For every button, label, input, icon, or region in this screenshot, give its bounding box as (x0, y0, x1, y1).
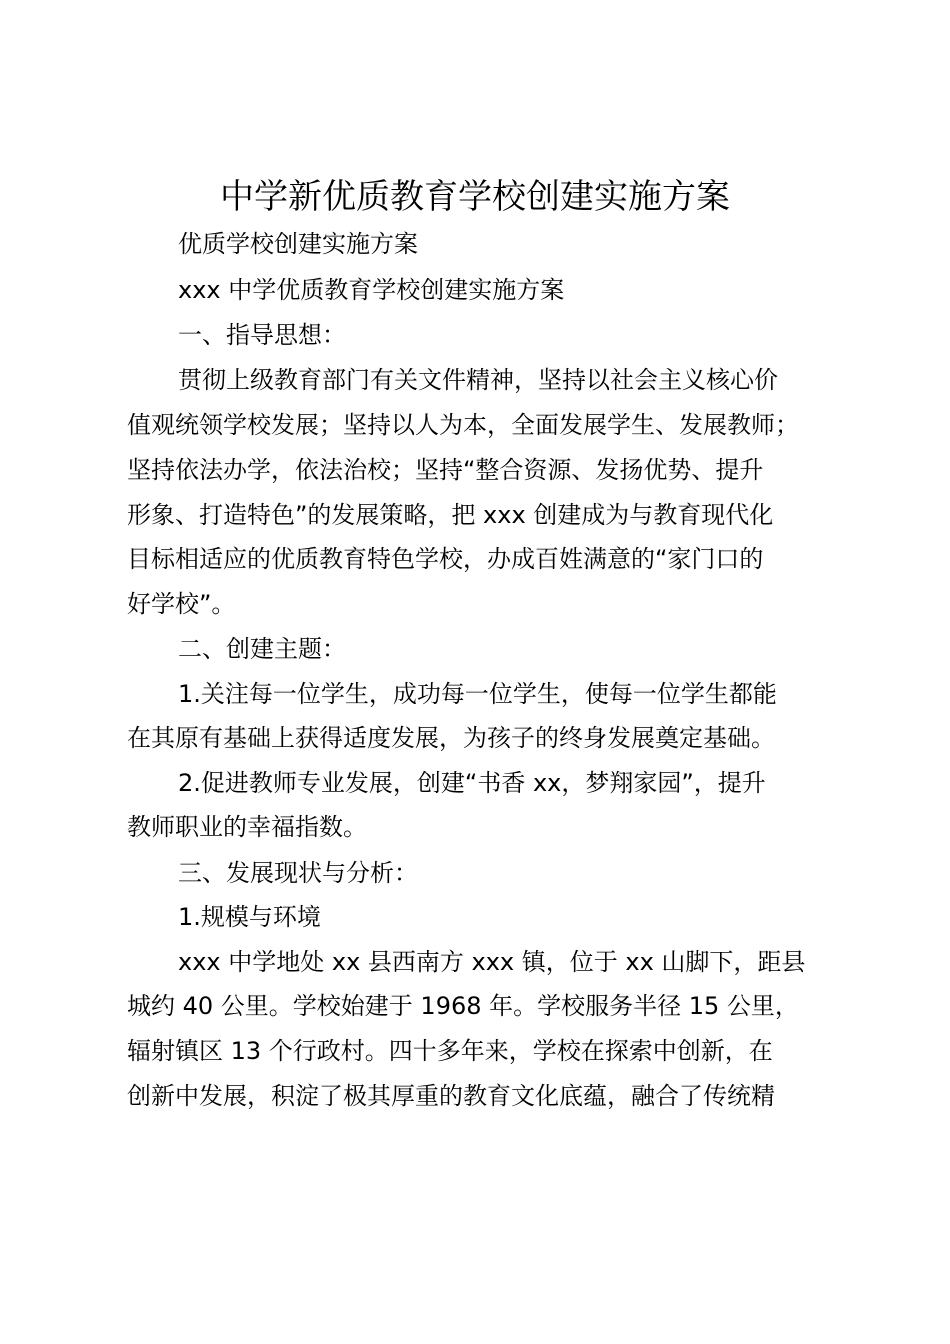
subtitle-line: xxx 中学优质教育学校创建实施方案 (178, 276, 565, 304)
paragraph-line: 目标相适应的优质教育特色学校，办成百姓满意的“家门口的 (127, 545, 764, 573)
paragraph-line: 城约 40 公里。学校始建于 1968 年。学校服务半径 15 公里， (127, 992, 799, 1020)
paragraph-line: 教师职业的幸福指数。 (127, 813, 367, 841)
section-heading: 二、创建主题： (178, 635, 346, 663)
paragraph-line: 创新中发展，积淀了极其厚重的教育文化底蕴，融合了传统精 (127, 1082, 775, 1110)
section-heading: 三、发展现状与分析： (178, 859, 418, 887)
paragraph-line: 在其原有基础上获得适度发展，为孩子的终身发展奠定基础。 (127, 724, 775, 752)
paragraph-line: 好学校”。 (127, 590, 236, 618)
document-title: 中学新优质教育学校创建实施方案 (220, 177, 730, 217)
paragraph-line: 辐射镇区 13 个行政村。四十多年来，学校在探索中创新，在 (127, 1037, 773, 1065)
subtitle-line: 优质学校创建实施方案 (178, 230, 418, 258)
paragraph-line: 贯彻上级教育部门有关文件精神，坚持以社会主义核心价 (178, 366, 778, 394)
paragraph-line: 2.促进教师专业发展，创建“书香 xx，梦翔家园”，提升 (178, 769, 766, 797)
subsection-heading: 1.规模与环境 (178, 903, 321, 931)
paragraph-line: 坚持依法办学，依法治校；坚持“整合资源、发扬优势、提升 (127, 456, 764, 484)
section-heading: 一、指导思想： (178, 321, 346, 349)
paragraph-line: 形象、打造特色”的发展策略，把 xxx 创建成为与教育现代化 (127, 501, 774, 529)
paragraph-line: xxx 中学地处 xx 县西南方 xxx 镇，位于 xx 山脚下，距县 (178, 948, 806, 976)
paragraph-line: 1.关注每一位学生，成功每一位学生，使每一位学生都能 (178, 680, 777, 708)
paragraph-line: 值观统领学校发展；坚持以人为本，全面发展学生、发展教师； (127, 411, 799, 439)
